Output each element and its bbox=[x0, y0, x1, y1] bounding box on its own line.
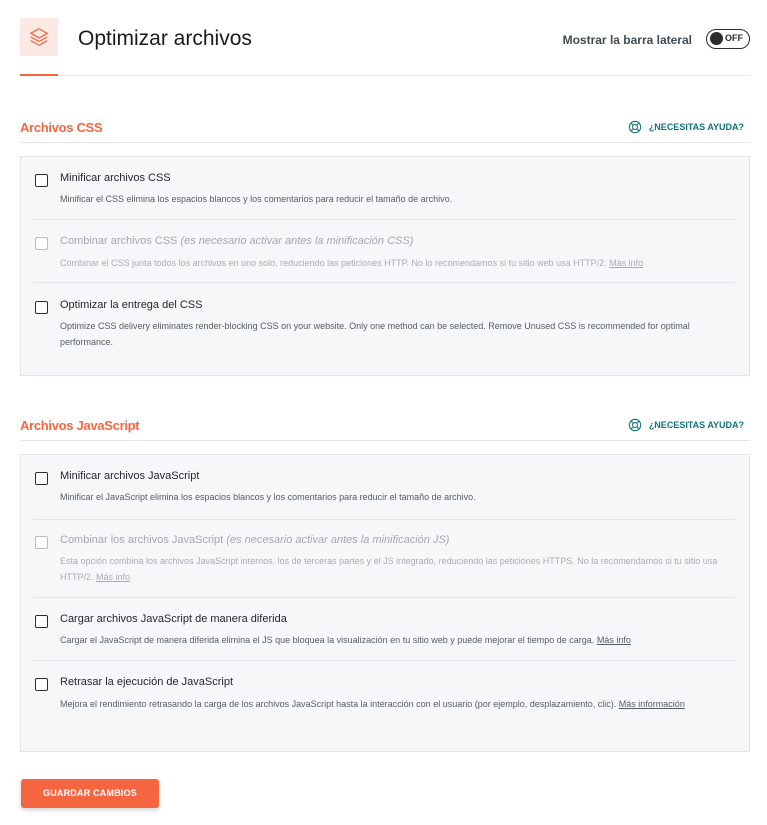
option-divider bbox=[33, 219, 735, 220]
option-title bbox=[60, 235, 413, 247]
option-title: Optimizar la entrega del CSS bbox=[60, 299, 203, 311]
js-options-card bbox=[20, 454, 750, 752]
option-title-text: Combinar los archivos JavaScript bbox=[60, 534, 224, 546]
js-delay-checkbox[interactable] bbox=[35, 678, 48, 691]
option-title-text: Combinar archivos CSS bbox=[60, 235, 178, 247]
page-header bbox=[20, 18, 750, 76]
help-link-label: ¿NECESITAS AYUDA? bbox=[648, 420, 744, 430]
header-accent-underline bbox=[20, 74, 58, 76]
option-divider bbox=[33, 660, 735, 661]
css-minify-checkbox[interactable] bbox=[35, 174, 48, 187]
more-info-link[interactable]: Más info bbox=[96, 572, 131, 582]
css-section-header bbox=[20, 115, 750, 143]
more-info-link[interactable]: Más información bbox=[618, 699, 685, 709]
option-description-text: Esta opción combina los archivos JavaScript internos, los de terceras partes y el JS integrado, reduciendo las peticiones HTTPS. No la recomendamos si tu sitio usa HTTP/2. bbox=[60, 556, 718, 582]
css-delivery-checkbox[interactable] bbox=[35, 301, 48, 314]
lifebuoy-icon bbox=[628, 418, 642, 432]
option-description: Optimize CSS delivery eliminates render-blocking CSS on your website. Only one method can be selected. Remove Unused CSS is recommended for optimal performance. bbox=[60, 321, 690, 347]
more-info-link[interactable]: Más info bbox=[596, 635, 631, 645]
layers-icon bbox=[20, 18, 58, 56]
option-description bbox=[60, 255, 730, 271]
option-description bbox=[60, 553, 730, 585]
css-section-title: Archivos CSS bbox=[20, 120, 103, 135]
js-combine-checkbox[interactable] bbox=[35, 536, 48, 549]
option-title: Cargar archivos JavaScript de manera diferida bbox=[60, 613, 287, 625]
option-description bbox=[60, 632, 730, 648]
toggle-state-label: OFF bbox=[725, 33, 743, 43]
option-title: Minificar archivos CSS bbox=[60, 172, 171, 184]
option-divider bbox=[33, 597, 735, 598]
option-title: Retrasar la ejecución de JavaScript bbox=[60, 676, 234, 688]
toggle-knob bbox=[710, 32, 723, 45]
option-description bbox=[60, 696, 730, 712]
lifebuoy-icon bbox=[628, 120, 642, 134]
js-defer-checkbox[interactable] bbox=[35, 615, 48, 628]
option-description-text: Cargar el JavaScript de manera diferida elimina el JS que bloquea la visualización en tu sitio web y puede mejorar el tiempo de carga. bbox=[60, 635, 595, 645]
more-info-link[interactable]: Más info bbox=[609, 258, 644, 268]
option-description: Minificar el JavaScript elimina los espacios blancos y los comentarios para reducir el tamaño de archivo. bbox=[60, 492, 476, 502]
save-changes-button[interactable]: GUARDAR CAMBIOS bbox=[21, 779, 159, 808]
option-description-text: Combinar el CSS junta todos los archivos en uno solo, reduciendo las peticiones HTTP. No lo recomendamos si tu sitio web usa HTTP/2. bbox=[60, 258, 607, 268]
option-title bbox=[60, 534, 449, 546]
option-title-note: (es necesario activar antes la minificación JS) bbox=[226, 534, 450, 546]
js-help-link[interactable] bbox=[628, 418, 744, 432]
css-combine-checkbox[interactable] bbox=[35, 237, 48, 250]
option-divider bbox=[33, 519, 735, 520]
help-link-label: ¿NECESITAS AYUDA? bbox=[648, 122, 744, 132]
css-options-card bbox=[20, 156, 750, 376]
option-description: Minificar el CSS elimina los espacios blancos y los comentarios para reducir el tamaño de archivo. bbox=[60, 194, 453, 204]
sidebar-toggle-label: Mostrar la barra lateral bbox=[562, 33, 692, 47]
page-title: Optimizar archivos bbox=[78, 27, 252, 50]
js-section-title: Archivos JavaScript bbox=[20, 418, 140, 433]
option-title-note: (es necesario activar antes la minificación CSS) bbox=[180, 235, 414, 247]
js-section-header bbox=[20, 413, 750, 441]
js-minify-checkbox[interactable] bbox=[35, 472, 48, 485]
option-divider bbox=[33, 282, 735, 283]
option-description-text: Mejora el rendimiento retrasando la carga de los archivos JavaScript hasta la interacción con el usuario (por ejemplo, desplazamiento, clic). bbox=[60, 699, 617, 709]
sidebar-toggle[interactable] bbox=[706, 29, 750, 49]
css-help-link[interactable] bbox=[628, 120, 744, 134]
option-title: Minificar archivos JavaScript bbox=[60, 470, 200, 482]
